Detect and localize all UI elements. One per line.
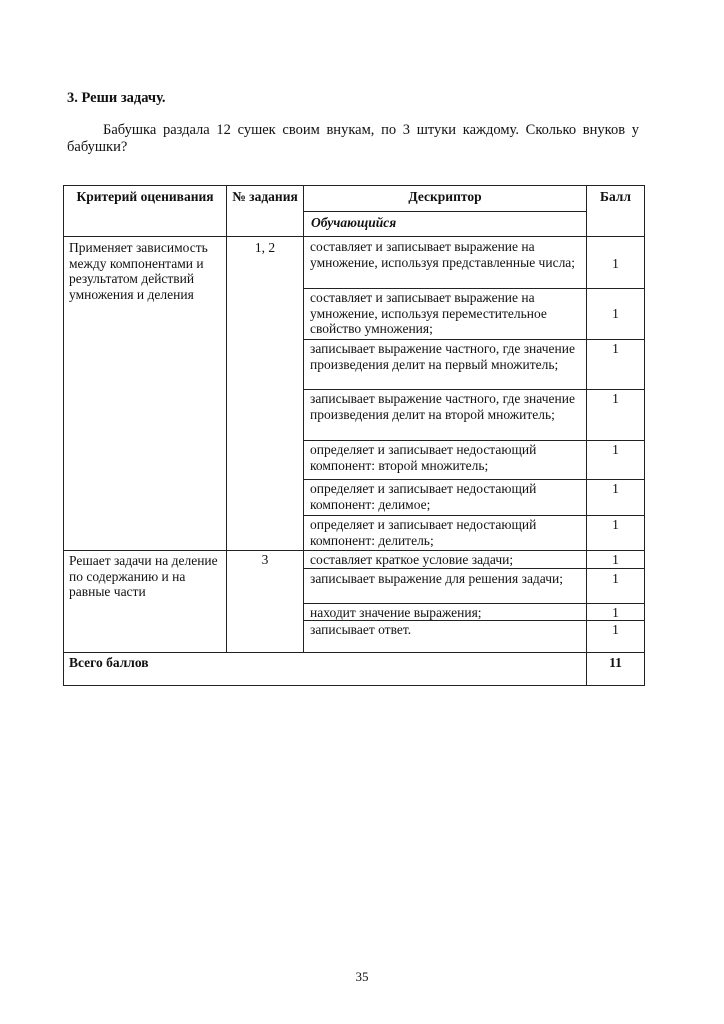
descriptor-cell: записывает ответ. [310,622,412,637]
page-number: 35 [355,969,369,984]
descriptor-cell: определяет и записывает недостающий компонент: второй множитель; [310,442,537,473]
descriptor-cell: составляет и записывает выражение на умножение, используя переместительное свойство умножения; [310,290,547,336]
task-title: 3. Реши задачу. [67,90,166,106]
total-label: Всего баллов [69,655,149,670]
task-text: Бабушка раздала 12 сушек своим внукам, по 3 штуки каждому. Сколько внуков у бабушки? [67,122,639,155]
score-cell: 1 [612,605,619,620]
total-score: 11 [609,655,622,670]
header-task-number: № задания [232,189,298,204]
descriptor-cell: записывает выражение для решения задачи; [310,571,564,586]
criterion-cell: Решает задачи на деление по содержанию и на равные части [69,553,218,599]
header-descriptor: Дескриптор [408,189,482,204]
score-cell: 1 [612,306,619,321]
task-number-cell: 1, 2 [254,240,276,255]
task-number-cell: 3 [261,552,269,567]
score-cell: 1 [612,552,619,567]
score-cell: 1 [612,481,619,496]
descriptor-cell: находит значение выражения; [310,605,482,620]
score-cell: 1 [612,256,619,271]
descriptor-cell: записывает выражение частного, где значение произведения делит на первый множитель; [310,341,575,372]
descriptor-cell: составляет и записывает выражение на умножение, используя представленные числа; [310,239,576,270]
score-cell: 1 [612,571,619,586]
score-cell: 1 [612,517,619,532]
score-cell: 1 [612,341,619,356]
score-cell: 1 [612,622,619,637]
descriptor-cell: записывает выражение частного, где значение произведения делит на второй множитель; [310,391,575,422]
score-cell: 1 [612,391,619,406]
score-cell: 1 [612,442,619,457]
criterion-cell: Применяет зависимость между компонентами и результатом действий умножения и деления [69,240,208,302]
descriptor-cell: составляет краткое условие задачи; [310,552,514,567]
descriptor-cell: определяет и записывает недостающий компонент: делитель; [310,517,537,548]
descriptor-cell: определяет и записывает недостающий компонент: делимое; [310,481,537,512]
header-learner: Обучающийся [311,215,397,230]
header-criterion: Критерий оценивания [76,189,214,204]
header-score: Балл [600,189,631,204]
